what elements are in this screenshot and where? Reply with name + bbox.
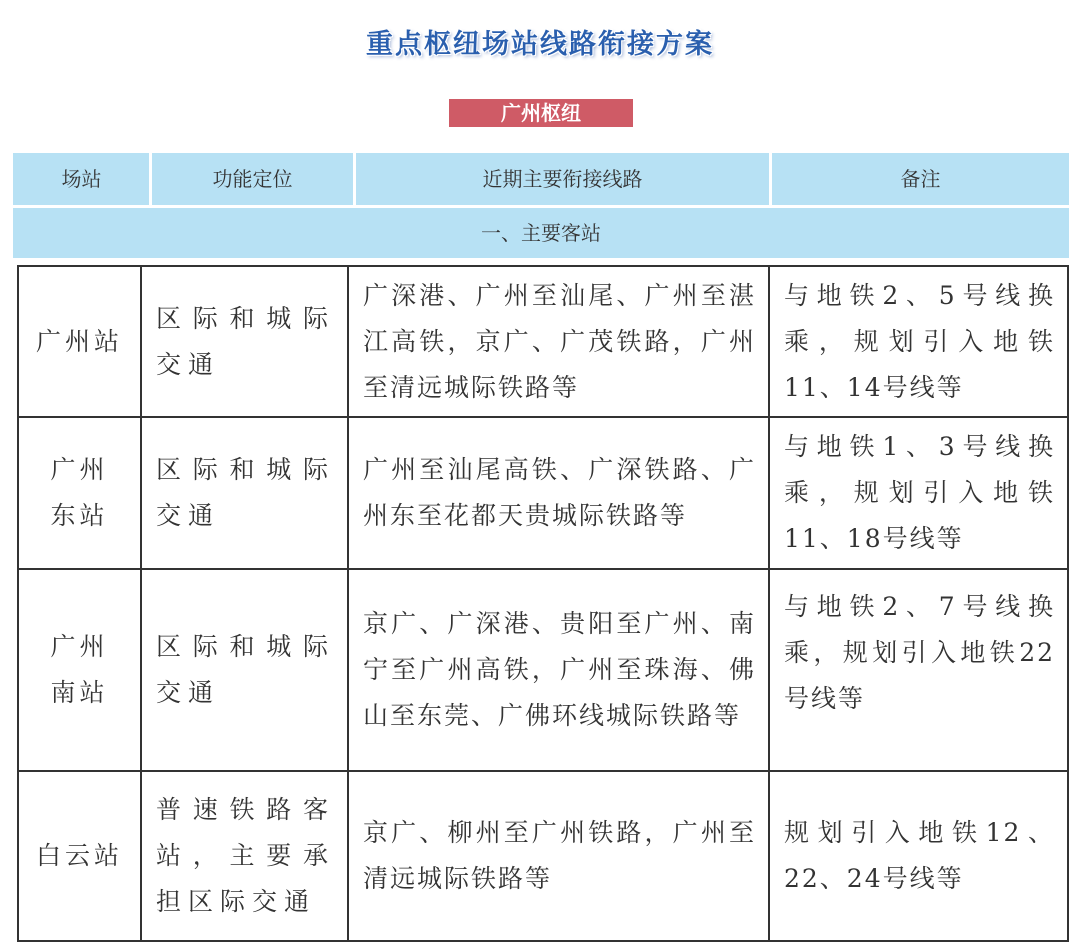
hub-label: 广州枢纽 bbox=[449, 99, 633, 127]
header-notes: 备注 bbox=[900, 167, 941, 191]
table-row bbox=[18, 771, 1068, 941]
notes-cell: 与地铁2、7号线换乘，规划引入地铁22号线等 bbox=[769, 569, 1068, 771]
function-cell: 区际和城际交通 bbox=[141, 266, 348, 417]
notes-cell: 与地铁2、5号线换乘，规划引入地铁11、14号线等 bbox=[769, 266, 1068, 417]
station-cell: 广州东站 bbox=[18, 417, 141, 569]
station-cell: 广州南站 bbox=[18, 569, 141, 771]
table-header bbox=[13, 153, 1069, 205]
function-cell: 普速铁路客站，主要承担区际交通 bbox=[141, 771, 348, 941]
lines-cell: 京广、广深港、贵阳至广州、南宁至广州高铁，广州至珠海、佛山至东莞、广佛环线城际铁路等 bbox=[348, 569, 769, 771]
section-header: 一、主要客站 bbox=[13, 208, 1069, 258]
header-lines: 近期主要衔接线路 bbox=[482, 167, 643, 191]
table-row bbox=[18, 266, 1068, 417]
header-station: 场站 bbox=[61, 167, 102, 191]
notes-cell: 规划引入地铁12、22、24号线等 bbox=[769, 771, 1068, 941]
function-cell: 区际和城际交通 bbox=[141, 417, 348, 569]
notes-cell: 与地铁1、3号线换乘，规划引入地铁11、18号线等 bbox=[769, 417, 1068, 569]
station-cell: 白云站 bbox=[18, 771, 141, 941]
header-function: 功能定位 bbox=[212, 167, 293, 191]
table-row bbox=[18, 569, 1068, 771]
lines-cell: 广州至汕尾高铁、广深铁路、广州东至花都天贵城际铁路等 bbox=[348, 417, 769, 569]
lines-cell: 京广、柳州至广州铁路，广州至清远城际铁路等 bbox=[348, 771, 769, 941]
hub-table bbox=[17, 265, 1069, 942]
table-row bbox=[18, 417, 1068, 569]
function-cell: 区际和城际交通 bbox=[141, 569, 348, 771]
station-cell: 广州站 bbox=[18, 266, 141, 417]
lines-cell: 广深港、广州至汕尾、广州至湛江高铁，京广、广茂铁路，广州至清远城际铁路等 bbox=[348, 266, 769, 417]
page-title: 重点枢纽场站线路衔接方案 bbox=[366, 29, 714, 60]
